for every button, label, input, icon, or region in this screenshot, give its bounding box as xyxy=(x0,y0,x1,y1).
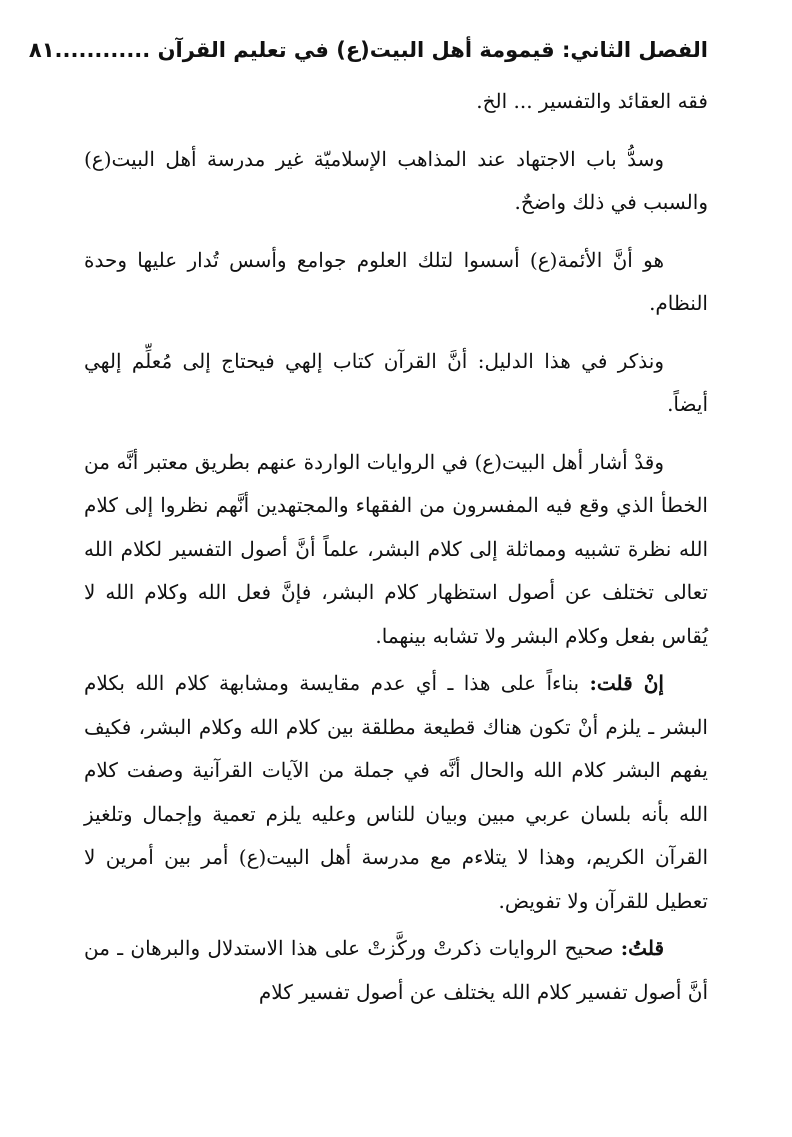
paragraph-gap xyxy=(84,128,708,138)
paragraph-text: صحيح الروايات ذكرتْ وركَّزتْ على هذا الاستدلال والبرهان ـ من أنَّ أصول تفسير كلام الله يختلف عن أصول تفسير كلام xyxy=(84,936,708,1004)
chapter-title-text: الفصل الثاني: قيمومة أهل البيت(ع) في تعليم القرآن xyxy=(157,38,708,62)
paragraph-lead: إنْ قلت: xyxy=(589,671,664,695)
paragraph-3 xyxy=(84,239,708,326)
paragraph-text: وقدْ أشار أهل البيت(ع) في الروايات الواردة عنهم بطريق معتبر أنَّه من الخطأ الذي وقع فيه المفسرون من الفقهاء والمجتهدين أنَّهم نظروا إلى كلام الله نظرة تشبيه ومماثلة إلى كلام البشر، علماً أنَّ أصول التفسير لكلام الله تعالى تختلف عن أصول استظهار كلام البشر، فإنَّ فعل الله وكلام الله لا يُقاس بفعل وكلام البشر ولا تشابه بينهما. xyxy=(84,449,708,648)
paragraph-gap xyxy=(84,431,708,441)
body-text xyxy=(84,80,708,1014)
chapter-title xyxy=(55,30,708,70)
paragraph-5 xyxy=(84,441,708,659)
paragraph-gap xyxy=(84,330,708,340)
paragraph-4 xyxy=(84,340,708,427)
paragraph-lead: قلتُ: xyxy=(620,936,664,960)
paragraph-1 xyxy=(84,80,708,124)
paragraph-text: وسدُّ باب الاجتهاد عند المذاهب الإسلاميّة غير مدرسة أهل البيت(ع) والسبب في ذلك واضحٌ. xyxy=(84,146,708,214)
paragraph-2 xyxy=(84,138,708,225)
paragraph-text: بناءاً على هذا ـ أي عدم مقايسة ومشابهة كلام الله بكلام البشر ـ يلزم أنْ تكون هناك قطيعة مطلقة بين كلام الله وكلام البشر، فكيف يفهم البشر كلام الله والحال أنَّه في جملة من الآيات القرآنية وصفت كلام الله بأنه بلسان عربي مبين وبيان للناس وعليه يلزم تعمية وإجمال وتلغيز القرآن الكريم، وهذا لا يتلاءم مع مدرسة أهل البيت(ع) أمر بين أمرين لا تعطيل للقرآن ولا تفويض. xyxy=(84,671,708,913)
paragraph-text: ونذكر في هذا الدليل: أنَّ القرآن كتاب إلهي فيحتاج إلى مُعلِّم إلهي أيضاً. xyxy=(84,348,708,416)
page-number: ٨١ xyxy=(28,38,55,62)
paragraph-gap xyxy=(84,229,708,239)
paragraph-7 xyxy=(84,927,708,1014)
paragraph-text: فقه العقائد والتفسير ... الخ. xyxy=(476,89,708,113)
paragraph-text: هو أنَّ الأئمة(ع) أسسوا لتلك العلوم جوامع وأسس تُدار عليها وحدة النظام. xyxy=(84,247,708,315)
leader-dots: ............ xyxy=(54,38,158,62)
running-header xyxy=(28,30,708,70)
paragraph-6 xyxy=(84,662,708,923)
